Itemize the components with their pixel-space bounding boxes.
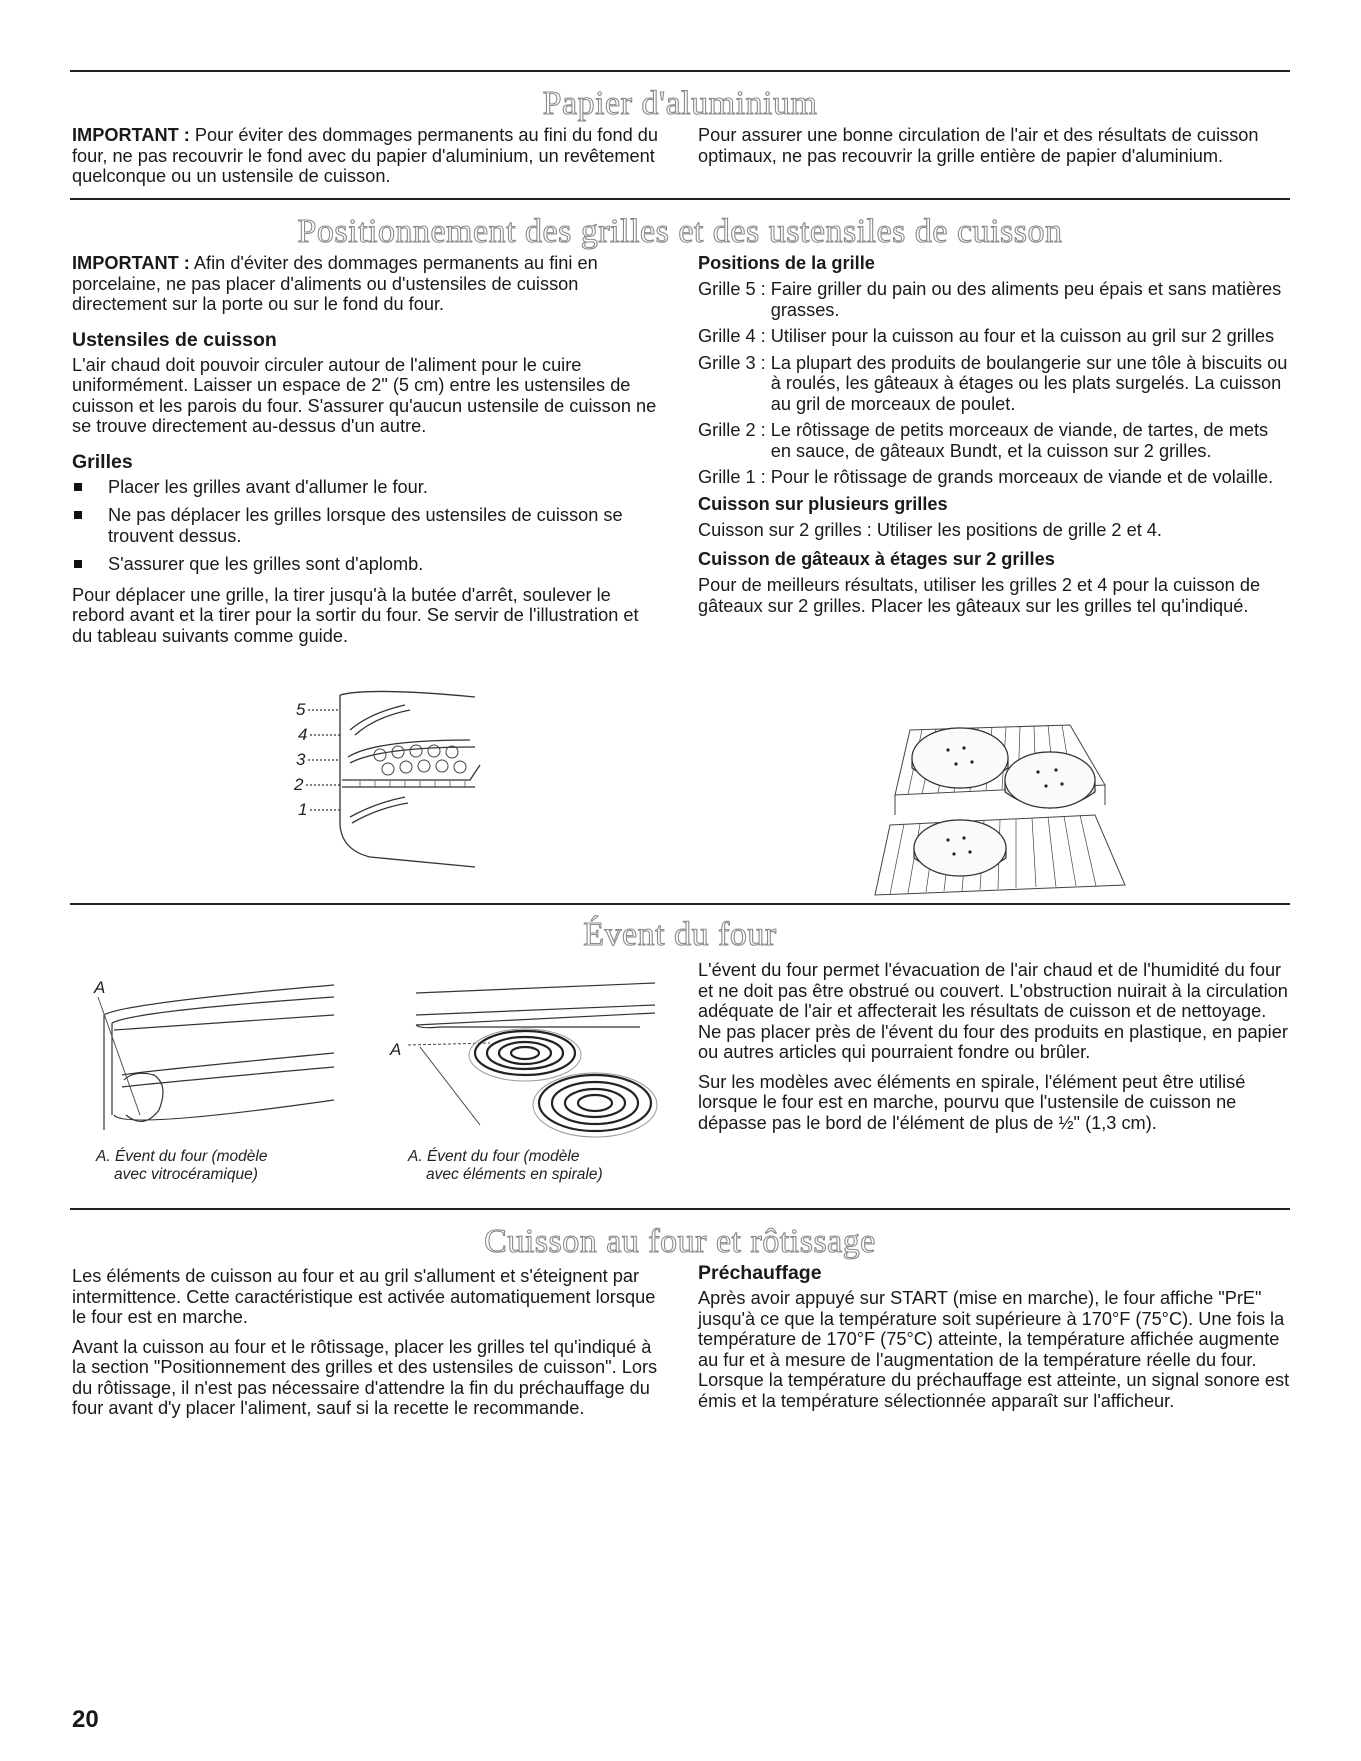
caption-line: avec éléments en spirale) <box>426 1166 603 1183</box>
multi-rack-heading: Cuisson sur plusieurs grilles <box>698 493 948 514</box>
multi-rack-paragraph: Cuisson sur 2 grilles : Utiliser les positions de grille 2 et 4. <box>698 519 1162 540</box>
aluminium-left-column <box>72 125 662 196</box>
vent-label-a: A <box>390 1040 402 1059</box>
section-rule <box>70 1208 1290 1210</box>
section-rule <box>70 70 1290 72</box>
baking-right-column <box>698 1262 1290 1420</box>
positioning-right-column <box>698 253 1288 625</box>
baking-left-column <box>72 1266 662 1428</box>
position-text: Pour le rôtissage de grands morceaux de viande et de volaille. <box>770 467 1274 487</box>
utensils-paragraph: L'air chaud doit pouvoir circuler autour de l'aliment pour le cuire uniformément. Laisser un espace de 2" (5 cm) entre les ustensiles de cuisson et les parois du four. S'assurer qu'aucun ustensile de cuisson ne se trouve directement au-dessus d'un autre. <box>72 354 657 436</box>
rack-number-5: 5 <box>296 700 306 719</box>
positioning-important-paragraph <box>72 253 662 315</box>
layer-cakes-illustration <box>860 720 1130 900</box>
section-rule <box>70 198 1290 200</box>
racks-paragraph: Pour déplacer une grille, la tirer jusqu'à la butée d'arrêt, soulever le rebord avant et la tirer pour la sortir du four. Se servir de l'illustration et du tableau suivants comme guide. <box>72 584 639 646</box>
utensils-heading: Ustensiles de cuisson <box>72 328 277 351</box>
list-item <box>698 279 1288 320</box>
position-text: Faire griller du pain ou des aliments peu épais et sans matières grasses. <box>770 279 1282 320</box>
list-item: Placer les grilles avant d'allumer le four. <box>72 477 662 498</box>
position-label: Grille 4 : <box>698 326 766 346</box>
preheat-heading: Préchauffage <box>698 1262 822 1284</box>
racks-bullet-list <box>72 477 662 575</box>
vent-paragraph-1: L'évent du four permet l'évacuation de l'air chaud et de l'humidité du four et ne doit pas être obstrué ou couvert. L'obstruction nuirait à la circulation adéquate de l'air et affecterait les résultats de cuisson et de nettoyage. Ne pas placer près de l'évent du four des produits en plastique, en papier ou autres articles qui pourraient fondre ou brûler. <box>698 960 1288 1062</box>
positions-heading: Positions de la grille <box>698 253 875 273</box>
preheat-paragraph: Après avoir appuyé sur START (mise en marche), le four affiche "PrE" jusqu'à ce que la température soit supérieure à 170°F (75°C). Une fois la température de 170°F (75°C) atteinte, la température affichée augmente au fur et à mesure de l'augmentation de la température réelle du four. Lorsque la température du préchauffage est atteinte, un signal sonore est émis et la température sélectionnée apparaît sur l'afficheur. <box>698 1288 1290 1411</box>
important-text: Pour éviter des dommages permanents au fini du fond du four, ne pas recouvrir le fond avec du papier d'aluminium, un revêtement quelconque ou un ustensile de cuisson. <box>72 125 658 186</box>
racks-heading: Grilles <box>72 450 133 473</box>
caption-line: A. Évent du four (modèle <box>408 1148 580 1165</box>
section-title-positioning: Positionnement des grilles et des ustensiles de cuisson <box>297 213 1063 250</box>
baking-paragraph-2: Avant la cuisson au four et le rôtissage, placer les grilles tel qu'indiqué à la section "Positionnement des grilles et des ustensiles de cuisson". Lors du rôtissage, il n'est pas nécessaire d'attendre la fin du préchauffage du four avant d'y placer l'aliment, sauf si la recette le recommande. <box>72 1336 658 1418</box>
aluminium-right-paragraph: Pour assurer une bonne circulation de l'air et des résultats de cuisson optimaux, ne pas recouvrir la grille entière de papier d'aluminium. <box>698 125 1259 166</box>
position-text: La plupart des produits de boulangerie sur une tôle à biscuits ou à roulés, les gâteaux à étages ou les plats surgelés. La cuisson au gril de morceaux de poulet. <box>770 352 1288 414</box>
baking-paragraph-1: Les éléments de cuisson au four et au gril s'allument et s'éteignent par intermittence. Cette caractéristique est activée automatiquement lorsque le four est en marche. <box>72 1266 656 1327</box>
position-label: Grille 2 : <box>698 420 766 440</box>
position-label: Grille 3 : <box>698 352 766 373</box>
list-item <box>698 420 1288 461</box>
position-label: Grille 1 : <box>698 467 766 487</box>
section-title-vent: Évent du four <box>583 916 777 953</box>
list-item <box>698 353 1288 415</box>
list-item <box>698 326 1288 347</box>
section-title-baking: Cuisson au four et rôtissage <box>484 1223 876 1260</box>
oven-rack-illustration <box>280 685 500 870</box>
rack-number-4: 4 <box>298 725 308 744</box>
section-rule <box>70 903 1290 905</box>
page-number: 20 <box>72 1706 99 1733</box>
vent-ceramic-caption <box>96 1148 267 1184</box>
vent-right-column <box>698 960 1290 1142</box>
rack-number-1: 1 <box>298 800 308 819</box>
caption-line: A. Évent du four (modèle <box>96 1148 268 1165</box>
rack-number-2: 2 <box>294 775 304 794</box>
important-label: IMPORTANT : <box>72 125 190 145</box>
layer-cakes-heading: Cuisson de gâteaux à étages sur 2 grilles <box>698 549 1055 569</box>
position-text: Le rôtissage de petits morceaux de viande, de tartes, de mets en sauce, de gâteaux Bundt, et la cuisson sur 2 grilles. <box>770 420 1269 461</box>
vent-paragraph-2: Sur les modèles avec éléments en spirale, l'élément peut être utilisé lorsque le four est en marche, pourvu que l'ustensile de cuisson ne dépasse pas le bord de l'élément de plus de ½" (1,3 cm). <box>698 1071 1246 1133</box>
caption-line: avec vitrocéramique) <box>114 1166 258 1183</box>
vent-coil-illustration <box>380 975 660 1155</box>
position-text: Utiliser pour la cuisson au four et la cuisson au gril sur 2 grilles <box>770 326 1275 346</box>
layer-cakes-paragraph: Pour de meilleurs résultats, utiliser les grilles 2 et 4 pour la cuisson de gâteaux sur 2 grilles. Placer les gâteaux sur les grilles tel qu'indiqué. <box>698 575 1261 616</box>
list-item: S'assurer que les grilles sont d'aplomb. <box>72 554 662 575</box>
list-item <box>698 467 1288 488</box>
vent-ceramic-illustration <box>84 975 344 1140</box>
aluminium-right-column <box>698 125 1278 175</box>
positioning-left-column <box>72 253 662 655</box>
vent-label-a: A <box>94 978 106 997</box>
aluminium-important-paragraph <box>72 125 662 187</box>
section-title-aluminium: Papier d'aluminium <box>542 85 818 122</box>
position-label: Grille 5 : <box>698 279 766 299</box>
important-text: Afin d'éviter des dommages permanents au fini en porcelaine, ne pas placer d'aliments ou d'ustensiles de cuisson directement sur la porte ou sur le fond du four. <box>72 253 598 314</box>
important-label: IMPORTANT : <box>72 253 190 273</box>
list-item: Ne pas déplacer les grilles lorsque des ustensiles de cuisson se trouvent dessus. <box>72 505 662 546</box>
vent-coil-caption <box>408 1148 603 1184</box>
rack-number-3: 3 <box>296 750 306 769</box>
